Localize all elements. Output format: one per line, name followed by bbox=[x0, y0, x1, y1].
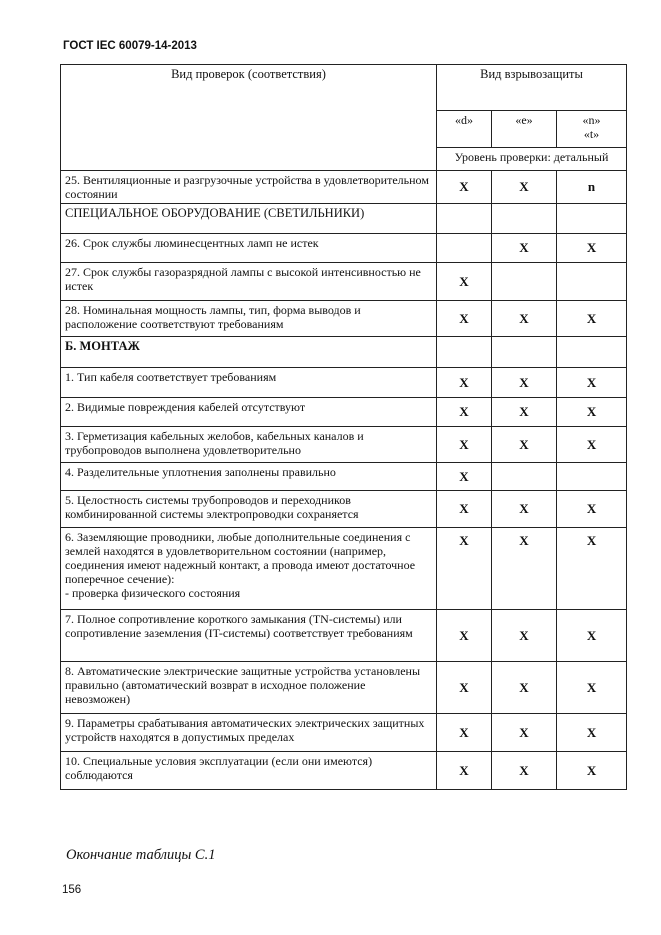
table-row bbox=[61, 752, 627, 790]
mark-n: X bbox=[557, 234, 627, 263]
inspection-table bbox=[60, 64, 627, 790]
table-row bbox=[61, 463, 627, 491]
mark-n bbox=[557, 337, 627, 368]
mark-n bbox=[557, 204, 627, 234]
section-heading: Б. МОНТАЖ bbox=[61, 337, 437, 368]
mark-e: X bbox=[492, 491, 557, 528]
check-description: 1. Тип кабеля соответствует требованиям bbox=[61, 368, 437, 398]
mark-n: X bbox=[557, 427, 627, 463]
mark-n: X bbox=[557, 491, 627, 528]
check-description: 27. Срок службы газоразрядной лампы с высокой интенсивностью не истек bbox=[61, 263, 437, 301]
table-row bbox=[61, 234, 627, 263]
mark-e bbox=[492, 337, 557, 368]
section-heading: СПЕЦИАЛЬНОЕ ОБОРУДОВАНИЕ (СВЕТИЛЬНИКИ) bbox=[61, 204, 437, 234]
mark-d bbox=[437, 204, 492, 234]
check-description: 3. Герметизация кабельных желобов, кабельных каналов и трубопроводов выполнена удовлетворительно bbox=[61, 427, 437, 463]
check-description: 4. Разделительные уплотнения заполнены правильно bbox=[61, 463, 437, 491]
mark-n: X bbox=[557, 528, 627, 610]
mark-d: X bbox=[437, 263, 492, 301]
mark-d: X bbox=[437, 398, 492, 427]
mark-d: X bbox=[437, 528, 492, 610]
mark-e: X bbox=[492, 301, 557, 337]
check-description: 25. Вентиляционные и разгрузочные устройства в удовлетворительном состоянии bbox=[61, 171, 437, 204]
column-header-check-type: Вид проверок (соответствия) bbox=[61, 65, 437, 171]
table-row bbox=[61, 491, 627, 528]
mark-e: X bbox=[492, 234, 557, 263]
mark-e: X bbox=[492, 427, 557, 463]
table-row bbox=[61, 714, 627, 752]
mark-e: X bbox=[492, 171, 557, 204]
mark-n: X bbox=[557, 662, 627, 714]
column-header-e: «e» bbox=[492, 111, 557, 148]
mark-e bbox=[492, 263, 557, 301]
table-continuation-caption: Окончание таблицы С.1 bbox=[66, 847, 216, 863]
mark-d: X bbox=[437, 427, 492, 463]
column-header-n-t bbox=[557, 111, 627, 148]
mark-d bbox=[437, 337, 492, 368]
mark-d: X bbox=[437, 368, 492, 398]
mark-n bbox=[557, 463, 627, 491]
check-description: 7. Полное сопротивление короткого замыкания (TN-системы) или сопротивление заземления (IT-системы) соответствует требованиям bbox=[61, 610, 437, 662]
mark-d: X bbox=[437, 610, 492, 662]
document-id: ГОСТ IEC 60079-14-2013 bbox=[63, 40, 197, 52]
column-header-n: «n» bbox=[582, 113, 601, 127]
mark-n: n bbox=[557, 171, 627, 204]
mark-n: X bbox=[557, 398, 627, 427]
table-row bbox=[61, 337, 627, 368]
table-row bbox=[61, 610, 627, 662]
check-description: 10. Специальные условия эксплуатации (если они имеются) соблюдаются bbox=[61, 752, 437, 790]
mark-d: X bbox=[437, 301, 492, 337]
mark-e: X bbox=[492, 714, 557, 752]
mark-d: X bbox=[437, 752, 492, 790]
table-row bbox=[61, 368, 627, 398]
mark-n: X bbox=[557, 610, 627, 662]
check-description bbox=[61, 528, 437, 610]
mark-e: X bbox=[492, 398, 557, 427]
column-header-t: «t» bbox=[583, 127, 600, 141]
table-row bbox=[61, 204, 627, 234]
mark-d: X bbox=[437, 171, 492, 204]
column-header-protection-type: Вид взрывозащиты bbox=[437, 65, 627, 111]
check-description: 2. Видимые повреждения кабелей отсутствуют bbox=[61, 398, 437, 427]
table-row bbox=[61, 427, 627, 463]
table-row bbox=[61, 662, 627, 714]
mark-e bbox=[492, 463, 557, 491]
mark-d: X bbox=[437, 662, 492, 714]
table-row bbox=[61, 398, 627, 427]
check-description-main: 6. Заземляющие проводники, любые дополнительные соединения с землей находятся в удовлетворительном состоянии (например, соединения имеют надежный контакт, а провода имеют достаточное поперечное сечение): bbox=[65, 530, 416, 586]
mark-e: X bbox=[492, 662, 557, 714]
check-description: 28. Номинальная мощность лампы, тип, форма выводов и расположение соответствуют требованиям bbox=[61, 301, 437, 337]
mark-n bbox=[557, 263, 627, 301]
mark-d: X bbox=[437, 714, 492, 752]
table-row bbox=[61, 263, 627, 301]
mark-n: X bbox=[557, 301, 627, 337]
table-row bbox=[61, 301, 627, 337]
check-description: 5. Целостность системы трубопроводов и переходников комбинированной системы электропроводки сохраняется bbox=[61, 491, 437, 528]
column-header-d: «d» bbox=[437, 111, 492, 148]
page-number: 156 bbox=[62, 884, 82, 896]
mark-e: X bbox=[492, 368, 557, 398]
mark-e: X bbox=[492, 752, 557, 790]
mark-d: X bbox=[437, 463, 492, 491]
mark-e bbox=[492, 204, 557, 234]
check-description: 9. Параметры срабатывания автоматических электрических защитных устройств находятся в допустимых пределах bbox=[61, 714, 437, 752]
mark-n: X bbox=[557, 368, 627, 398]
mark-e: X bbox=[492, 528, 557, 610]
check-description-subitem: - проверка физического состояния bbox=[65, 586, 241, 600]
check-description: 26. Срок службы люминесцентных ламп не истек bbox=[61, 234, 437, 263]
mark-d bbox=[437, 234, 492, 263]
mark-n: X bbox=[557, 714, 627, 752]
mark-n: X bbox=[557, 752, 627, 790]
mark-e: X bbox=[492, 610, 557, 662]
check-description: 8. Автоматические электрические защитные устройства установлены правильно (автоматический возврат в исходное положение невозможен) bbox=[61, 662, 437, 714]
table-row bbox=[61, 528, 627, 610]
table-row bbox=[61, 171, 627, 204]
column-header-inspection-level: Уровень проверки: детальный bbox=[437, 148, 627, 171]
mark-d: X bbox=[437, 491, 492, 528]
